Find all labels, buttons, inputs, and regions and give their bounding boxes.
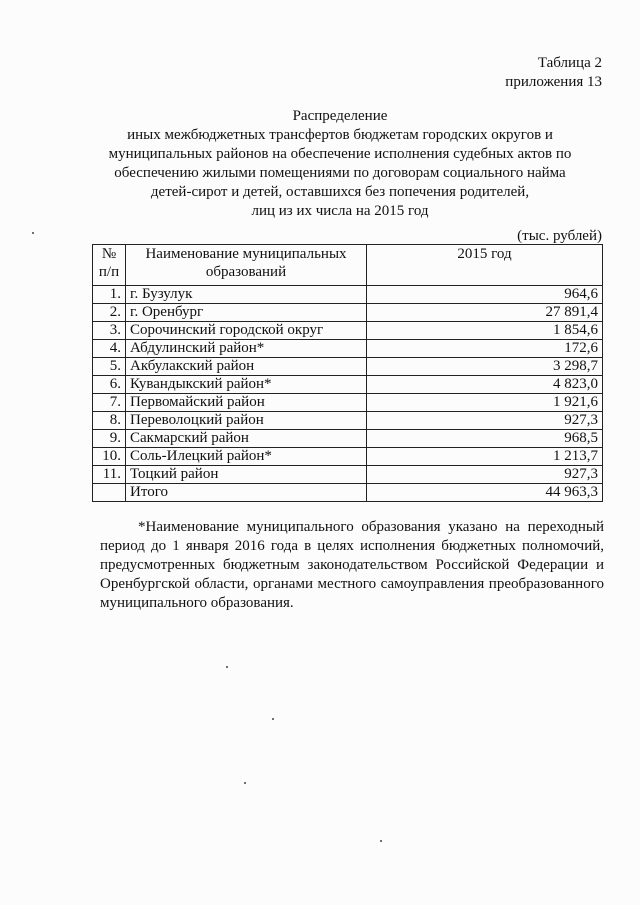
total-value: 44 963,3 — [367, 484, 603, 502]
scan-speck — [244, 782, 246, 784]
total-number-cell — [93, 484, 126, 502]
table-row — [93, 340, 603, 358]
row-number: 5. — [93, 358, 126, 376]
column-header-number — [93, 245, 126, 286]
distribution-table — [92, 244, 603, 502]
column-header-name — [126, 245, 367, 286]
row-name: Акбулакский район — [126, 358, 367, 376]
table-row — [93, 286, 603, 304]
table-total-row — [93, 484, 603, 502]
footnote: *Наименование муниципального образования указано на переходный период до 1 января 2016 года в целях исполнения бюджетных полномочий, предусмотренных бюджетным законодательством Российской Федерации и Оренбургской области, органами местного самоуправления преобразованного муниципального образования. — [100, 519, 604, 611]
title-line-4: детей-сирот и детей, оставшихся без попечения родителей, — [150, 184, 530, 200]
row-value: 3 298,7 — [367, 358, 603, 376]
row-number: 11. — [93, 466, 126, 484]
row-value: 964,6 — [367, 286, 603, 304]
row-name: Сорочинский городской округ — [126, 322, 367, 340]
row-value: 927,3 — [367, 466, 603, 484]
row-number: 3. — [93, 322, 126, 340]
row-value: 968,5 — [367, 430, 603, 448]
total-label: Итого — [126, 484, 367, 502]
table-row — [93, 448, 603, 466]
row-number: 6. — [93, 376, 126, 394]
column-header-number-line1: № — [101, 246, 117, 262]
row-value: 172,6 — [367, 340, 603, 358]
table-row — [93, 322, 603, 340]
column-header-number-line2: п/п — [98, 264, 120, 280]
table-row — [93, 376, 603, 394]
row-number: 2. — [93, 304, 126, 322]
scan-speck — [226, 666, 228, 668]
title-line-1: иных межбюджетных трансфертов бюджетам городских округов и — [127, 127, 553, 143]
row-number: 10. — [93, 448, 126, 466]
title-line-5: лиц из их числа на 2015 год — [251, 203, 429, 219]
scan-speck — [272, 718, 274, 720]
row-value: 4 823,0 — [367, 376, 603, 394]
row-value: 927,3 — [367, 412, 603, 430]
table-row — [93, 412, 603, 430]
table-row — [93, 430, 603, 448]
table-row — [93, 304, 603, 322]
table-label: Таблица 2 — [537, 55, 602, 71]
title-heading: Распределение — [292, 108, 388, 124]
column-header-name-line1: Наименование муниципальных — [145, 246, 347, 262]
row-name: Кувандыкский район* — [126, 376, 367, 394]
units-label: (тыс. рублей) — [517, 228, 602, 244]
row-name: Переволоцкий район — [126, 412, 367, 430]
row-number: 4. — [93, 340, 126, 358]
row-value: 1 213,7 — [367, 448, 603, 466]
row-name: г. Оренбург — [126, 304, 367, 322]
document-header — [505, 54, 602, 92]
row-value: 27 891,4 — [367, 304, 603, 322]
table-header-row — [93, 245, 603, 286]
document-title — [60, 107, 620, 221]
column-header-name-line2: образований — [205, 264, 287, 280]
row-name: Сакмарский район — [126, 430, 367, 448]
scan-speck — [32, 232, 34, 234]
scan-speck — [380, 840, 382, 842]
row-name: Первомайский район — [126, 394, 367, 412]
table-row — [93, 394, 603, 412]
row-number: 8. — [93, 412, 126, 430]
row-number: 1. — [93, 286, 126, 304]
table-body — [93, 286, 603, 502]
column-header-year: 2015 год — [367, 245, 603, 286]
title-line-2: муниципальных районов на обеспечение исполнения судебных актов по — [108, 146, 572, 162]
appendix-label: приложения 13 — [505, 74, 602, 90]
row-name: Абдулинский район* — [126, 340, 367, 358]
row-value: 1 921,6 — [367, 394, 603, 412]
row-name: Соль-Илецкий район* — [126, 448, 367, 466]
row-name: Тоцкий район — [126, 466, 367, 484]
row-value: 1 854,6 — [367, 322, 603, 340]
table-row — [93, 358, 603, 376]
title-line-3: обеспечению жилыми помещениями по договорам социального найма — [114, 165, 566, 181]
row-number: 9. — [93, 430, 126, 448]
row-name: г. Бузулук — [126, 286, 367, 304]
table-row — [93, 466, 603, 484]
row-number: 7. — [93, 394, 126, 412]
